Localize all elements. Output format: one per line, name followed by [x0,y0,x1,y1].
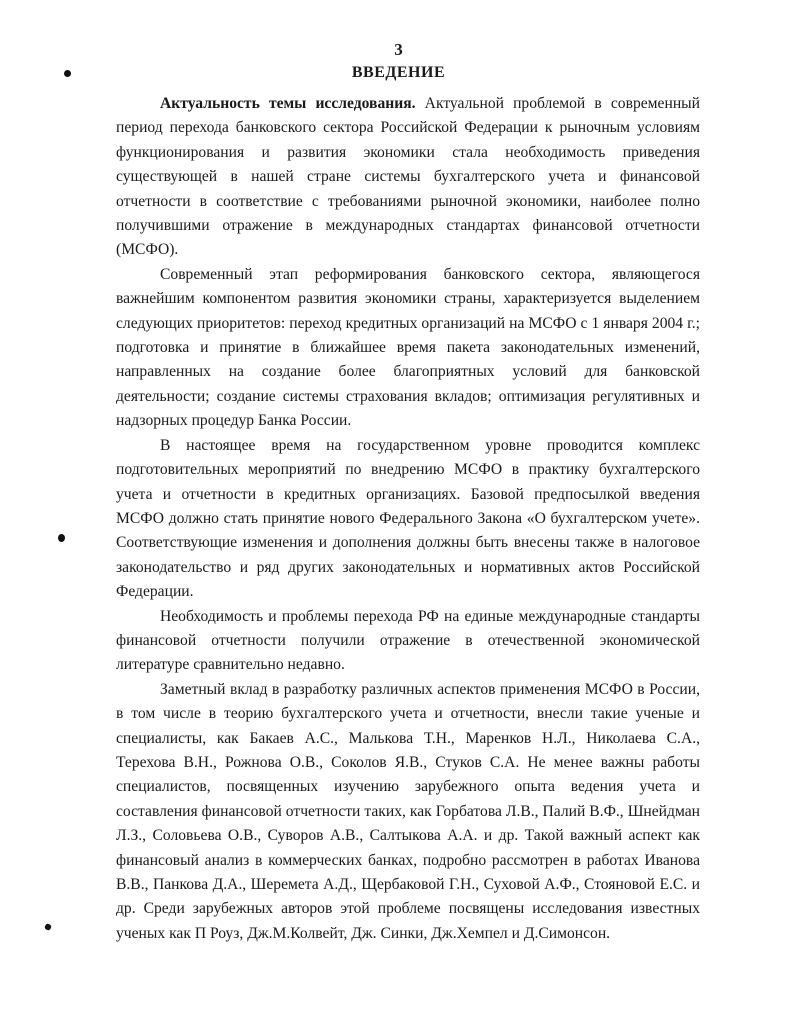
paragraph: Современный этап реформирования банковского сектора, являющегося важнейшим компонентом развития экономики страны, характеризуется выделением следующих приоритетов: переход кредитных организаций на МСФО с 1 января 2004 г.; подготовка и принятие в ближайшее время пакета законодательных изменений, направленных на создание более благоприятных условий для банковской деятельности; создание системы страхования вкладов; оптимизация регулятивных и надзорных процедур Банка России. [116,265,700,430]
paragraph: Заметный вклад в разработку различных аспектов применения МСФО в России, в том числе в теорию бухгалтерского учета и отчетности, внесли такие ученые и специалисты, как Бакаев А.С., Малькова Т.Н., Маренков Н.Л., Николаева С.А., Терехова В.Н., Рожнова О.В., Соколов Я.В., Стуков С.А. Не менее важны работы специалистов, посвященных изучению зарубежного опыта ведения учета и составления финансовой отчетности таких, как Горбатова Л.В., Палий В.Ф., Шнейдман Л.З., Соловьева О.В., Суворов А.В., Салтыкова А.А. и др. Такой важный аспект как финансовый анализ в коммерческих банках, подробно рассмотрен в работах Иванова В.В., Панкова Д.А., Шеремета А.Д., Щербаковой Г.Н., Суховой А.Ф., Стояновой Е.С. и др. Среди зарубежных авторов этой проблеме посвящены исследования известных ученых как П Роуз, Дж.М.Колвейт, Дж. Синки, Дж.Хемпел и Д.Симонсон. [116,680,700,942]
body-text [116,92,700,946]
scan-mark [58,534,65,542]
paragraph: В настоящее время на государственном уровне проводится комплекс подготовительных мероприятий по внедрению МСФО в практику бухгалтерского учета и отчетности в кредитных организациях. Базовой предпосылкой введения МСФО должно стать принятие нового Федерального Закона «О бухгалтерском учете». Соответствующие изменения и дополнения должны быть внесены также в налоговое законодательство и ряд других законодательных и нормативных актов Российской Федерации. [116,436,700,601]
page-title: ВВЕДЕНИЕ [351,64,446,81]
paragraph: Необходимость и проблемы перехода РФ на единые международные стандарты финансовой отчетности получили отражение в отечественной экономической литературе сравнительно недавно. [116,607,700,674]
page-number: 3 [394,40,403,59]
scan-mark [44,923,52,931]
paragraph [116,92,700,263]
paragraph-lead: Актуальность темы исследования. [160,95,416,112]
paragraph-text: Актуальной проблемой в современный период перехода банковского сектора Российской Федерации к рыночным условиям функционирования и развития экономики стала необходимость приведения существующей в нашей стране системы бухгалтерского учета и финансовой отчетности в соответствие с требованиями рыночной экономики, наиболее полно получившими отражение в международных стандартах финансовой отчетности (МСФО). [116,95,700,259]
